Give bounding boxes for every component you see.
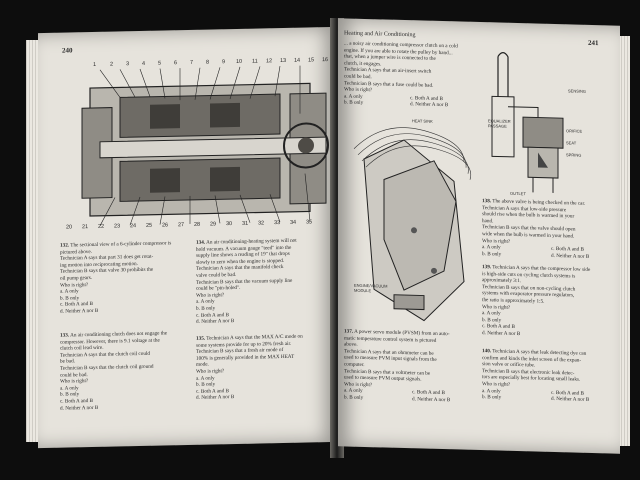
question-line: Technician B says that on non-cycling clutch <box>482 283 576 293</box>
answer-option: b. B only <box>60 391 80 399</box>
question-line: Technician A says that the MAX A/C mode on <box>206 333 303 342</box>
question-line: Who is right? <box>196 368 225 375</box>
callout-top-15: 15 <box>308 57 315 64</box>
question-132 <box>60 240 184 315</box>
question-line: could be bad. <box>344 73 372 81</box>
answer-option: b. B only <box>196 381 216 388</box>
question-line: is high-side cuts on cycling clutch systems is <box>482 270 576 280</box>
question-133 <box>60 330 184 412</box>
question-line: Who is right? <box>344 86 373 94</box>
label-module: ENGINE/VACUUM MODULE <box>354 282 388 294</box>
question-line: some systems provide for up to 20% fresh air. <box>196 340 292 349</box>
answer-option: c. Both A and B <box>196 311 229 319</box>
question-line: be bad. <box>60 358 75 366</box>
question-line: Who is right? <box>482 381 511 388</box>
question-line: hand. <box>482 217 494 225</box>
callout-top-8: 8 <box>206 59 210 66</box>
callout-bottom-31: 31 <box>242 220 249 227</box>
question-line: Technician B says that a voltmeter can be <box>344 368 431 377</box>
question-line: used to measure PVM input signals from the <box>344 354 437 364</box>
question-line: 100% is generally provided in the MAX HEAT <box>196 353 295 362</box>
question-139 <box>482 264 616 340</box>
question-line: engine. If you are able to rotate the pulley by hand... <box>344 47 453 56</box>
question-line: Technician A says that an air-insert switch <box>344 66 432 76</box>
label-seat: SEAT <box>566 140 577 146</box>
question-line: clutch, it engages. <box>344 60 382 68</box>
question-line: that, when a jumper wire is connected to the <box>344 53 436 63</box>
question-line: pictured above. <box>60 248 92 256</box>
question-135 <box>196 333 330 402</box>
question-line: The sectional view of a 6-cylinder compressor is <box>70 240 172 249</box>
question-line: Who is right? <box>482 303 511 311</box>
question-136 <box>344 40 472 109</box>
answer-option: b. B only <box>482 250 502 258</box>
question-line: should rise when the bulb is warmed in your <box>482 211 575 220</box>
answer-option: d. Neither A nor B <box>482 330 521 338</box>
question-line: Technician B says that the valve should open <box>482 224 576 233</box>
left-page <box>38 27 336 448</box>
question-number: 138. <box>482 198 492 205</box>
answer-option: a. A only <box>482 310 501 317</box>
answer-option: a. A only <box>482 244 501 251</box>
question-line: the ratio is approximately 1:5. <box>482 297 545 305</box>
callout-bottom-32: 32 <box>258 220 265 227</box>
page-number-left: 240 <box>62 46 73 55</box>
label-outlet: OUTLET <box>510 190 526 197</box>
answer-option: a. A only <box>344 93 363 100</box>
question-138 <box>482 198 616 261</box>
answer-option: c. Both A and B <box>196 387 229 395</box>
callout-bottom-22: 22 <box>98 223 105 230</box>
label-spring: SPRING <box>566 152 582 158</box>
answer-option: c. Both A and B <box>60 301 93 309</box>
compressor-sectional-diagram <box>60 53 332 235</box>
question-line: systems with evaporator pressure regulators, <box>482 290 575 299</box>
question-line: Technician B says that valve 30 prohibits the <box>60 267 154 276</box>
question-line: The above valve is being checked on the car. <box>492 198 586 207</box>
callout-bottom-28: 28 <box>194 221 201 228</box>
label-heat-sink: HEAT SINK <box>412 118 433 124</box>
answer-option: a. A only <box>196 298 215 306</box>
answer-option: b. B only <box>344 394 364 401</box>
callout-top-4: 4 <box>142 60 146 67</box>
answer-option: a. A only <box>482 387 501 395</box>
power-servo-module-diagram <box>344 118 474 331</box>
question-number: 137. <box>344 328 354 335</box>
callout-top-12: 12 <box>266 58 273 65</box>
question-140 <box>482 348 616 404</box>
callout-top-3: 3 <box>126 61 130 68</box>
callout-bottom-26: 26 <box>162 222 169 229</box>
question-line: computer. <box>344 361 365 368</box>
page-number-right: 241 <box>588 38 599 48</box>
callout-bottom-27: 27 <box>178 222 185 229</box>
question-line: used to measure PVM output signals. <box>344 374 422 383</box>
callout-bottom-25: 25 <box>146 222 153 229</box>
question-line: Technician A says that the compressor low side <box>492 264 591 273</box>
question-number: 135. <box>196 335 206 342</box>
callout-bottom-20: 20 <box>66 224 73 231</box>
question-line: ing motion into reciprocating motion. <box>60 260 138 269</box>
question-line: A power servo module (PVSM) from an auto- <box>354 328 450 338</box>
callout-top-1: 1 <box>93 61 97 68</box>
callout-top-6: 6 <box>174 60 178 67</box>
question-line: Technician A says that part 31 does get rotat- <box>60 253 154 262</box>
callout-bottom-34: 34 <box>290 219 297 226</box>
callout-top-2: 2 <box>110 61 114 68</box>
question-line: Who is right? <box>60 281 89 289</box>
question-line: An air conditioning-heating system will not <box>206 237 297 246</box>
question-line: sion valve or orifice tube. <box>482 361 536 369</box>
question-line: Who is right? <box>60 378 89 385</box>
answer-option: b. B only <box>344 99 364 107</box>
question-line: approximately 3:1. <box>482 277 522 285</box>
answer-option: a. A only <box>196 374 215 382</box>
question-line: mode. <box>196 361 209 369</box>
label-orifice: ORIFICE <box>566 128 583 134</box>
question-line: confirm and kinds the inlet screen of the expan- <box>482 354 582 364</box>
question-number: 134. <box>196 239 206 246</box>
answer-option: b. B only <box>196 305 216 312</box>
answer-option: d. Neither A nor B <box>196 318 235 325</box>
answer-option: d. Neither A nor B <box>551 396 590 404</box>
answer-option: c. Both A and B <box>482 323 515 331</box>
callout-top-10: 10 <box>236 58 243 65</box>
question-line: matic temperature control system is pictured <box>344 335 437 344</box>
callout-top-11: 11 <box>252 58 258 65</box>
question-line: Who is right? <box>196 291 225 299</box>
answer-option: c. Both A and B <box>60 397 93 405</box>
callout-bottom-21: 21 <box>82 224 89 231</box>
question-line: Technician A says that leak detecting dye can <box>492 348 587 357</box>
question-137 <box>344 328 476 404</box>
callout-bottom-29: 29 <box>210 221 217 228</box>
answer-option: c. Both A and B <box>551 246 584 253</box>
answer-option: d. Neither A nor B <box>60 307 99 315</box>
question-number: 132. <box>60 242 70 249</box>
answer-option: d. Neither A nor B <box>60 404 99 412</box>
question-line: Technician B says that the clutch coil ground <box>60 363 154 372</box>
question-line: supply line shows a reading of 19" that drops <box>196 251 290 259</box>
question-line: wide when the bulb is warmed in your hand. <box>482 231 575 240</box>
question-number: 139. <box>482 264 492 271</box>
answer-option: d. Neither A nor B <box>196 394 235 402</box>
question-number: 140. <box>482 348 492 355</box>
question-line: An air conditioning clutch does not engage the <box>70 330 168 339</box>
question-line: ... a noisy air conditioning compressor clutch on a cold <box>344 40 458 50</box>
answer-option: d. Neither A nor B <box>551 252 590 260</box>
answer-option: d. Neither A nor B <box>410 101 449 109</box>
label-equalizer: EQUALIZER PASSAGE <box>488 118 511 129</box>
answer-option: a. A only <box>60 385 79 392</box>
label-sensing: SENSING <box>568 88 587 94</box>
question-line: Technician A says that an ohmmeter can be <box>344 348 434 357</box>
question-line: above. <box>344 341 358 349</box>
answer-option: b. B only <box>482 394 502 401</box>
callout-top-13: 13 <box>280 57 287 65</box>
callout-bottom-35: 35 <box>306 219 313 226</box>
question-line: slowly to zero when the engine is stopped. <box>196 257 285 266</box>
answer-option: a. A only <box>60 288 79 295</box>
callout-top-7: 7 <box>190 59 194 66</box>
callout-top-5: 5 <box>158 60 162 67</box>
callout-top-14: 14 <box>294 57 301 64</box>
question-line: Technician A says that the manifold check <box>196 264 284 273</box>
question-number: 133. <box>60 332 70 339</box>
question-line: hold vacuum. A vacuum gauge "teed" into the <box>196 244 292 253</box>
callout-bottom-30: 30 <box>226 221 233 228</box>
answer-option: d. Neither A nor B <box>412 396 451 404</box>
question-line: Who is right? <box>482 237 511 245</box>
question-line: valve could be bad. <box>196 271 237 279</box>
question-line: Technician B says that electronic leak detec- <box>482 367 575 377</box>
question-line: could be "pin-holed". <box>196 285 241 292</box>
answer-option: c. Both A and B <box>412 389 445 397</box>
callout-bottom-23: 23 <box>114 223 121 230</box>
question-line: could be bad. <box>60 371 88 379</box>
answer-option: c. Both A and B <box>410 94 443 102</box>
running-header: Heating and Air Conditioning <box>344 30 416 39</box>
answer-option: a. A only <box>344 387 363 395</box>
question-line: Technician B says that a fuse could be bad. <box>344 80 434 89</box>
question-line: Technician B says that a fresh air mode of <box>196 347 284 355</box>
callout-top-9: 9 <box>222 59 226 66</box>
question-line: Technician B says that the vacuum supply line <box>196 277 293 286</box>
right-page <box>338 18 620 453</box>
question-line: tors are especially best for locating small leaks. <box>482 374 581 384</box>
callout-bottom-24: 24 <box>130 223 137 230</box>
question-line: Technician A says that the clutch coil could <box>60 350 150 359</box>
callout-bottom-33: 33 <box>274 220 281 227</box>
answer-option: c. Both A and B <box>551 389 584 397</box>
callout-top-16: 16 <box>322 57 329 64</box>
question-134 <box>196 237 330 326</box>
question-line: oil pump gears. <box>60 274 93 282</box>
question-line: Who is right? <box>344 381 373 388</box>
answer-option: b. B only <box>482 316 502 324</box>
question-line: compressor. However, there is 9.1 voltage at the <box>60 337 160 346</box>
answer-option: b. B only <box>60 295 80 302</box>
question-line: clutch coil lead wire. <box>60 344 104 352</box>
question-line: Technician A says that low-side pressure <box>482 204 567 213</box>
